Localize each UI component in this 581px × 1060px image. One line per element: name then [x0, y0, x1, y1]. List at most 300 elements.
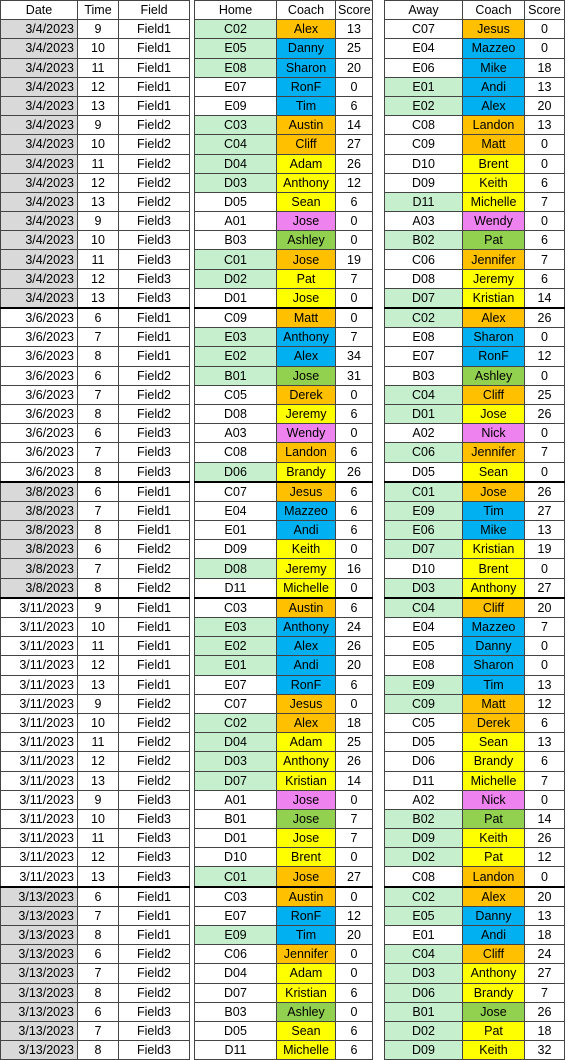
away-score-cell[interactable]: 0	[525, 790, 565, 809]
time-cell[interactable]: 9	[78, 212, 119, 231]
date-cell[interactable]: 3/6/2023	[1, 385, 78, 404]
away-team-cell[interactable]: D01	[385, 404, 463, 423]
date-cell[interactable]: 3/11/2023	[1, 694, 78, 713]
date-cell[interactable]: 3/4/2023	[1, 154, 78, 173]
home-team-cell[interactable]: E03	[195, 618, 277, 637]
away-coach-cell[interactable]: Jose	[463, 482, 525, 502]
date-cell[interactable]: 3/11/2023	[1, 656, 78, 675]
time-cell[interactable]: 9	[78, 116, 119, 135]
away-score-cell[interactable]: 0	[525, 39, 565, 58]
date-cell[interactable]: 3/11/2023	[1, 848, 78, 867]
field-cell[interactable]: Field3	[119, 443, 190, 462]
field-cell[interactable]: Field3	[119, 809, 190, 828]
home-coach-cell[interactable]: Pat	[277, 269, 336, 288]
time-cell[interactable]: 13	[78, 288, 119, 308]
away-coach-cell[interactable]: Michelle	[463, 771, 525, 790]
away-team-cell[interactable]: B03	[385, 366, 463, 385]
home-score-cell[interactable]: 0	[336, 385, 373, 404]
home-coach-cell[interactable]: Jose	[277, 366, 336, 385]
home-team-cell[interactable]: C07	[195, 694, 277, 713]
away-score-cell[interactable]: 19	[525, 540, 565, 559]
time-cell[interactable]: 6	[78, 945, 119, 964]
time-cell[interactable]: 8	[78, 404, 119, 423]
away-team-cell[interactable]: D02	[385, 848, 463, 867]
away-coach-cell[interactable]: Brandy	[463, 983, 525, 1002]
home-score-cell[interactable]: 6	[336, 501, 373, 520]
time-cell[interactable]: 6	[78, 424, 119, 443]
away-team-cell[interactable]: E01	[385, 926, 463, 945]
home-coach-cell[interactable]: Jose	[277, 250, 336, 269]
away-coach-cell[interactable]: Danny	[463, 906, 525, 925]
away-team-cell[interactable]: C01	[385, 482, 463, 502]
time-cell[interactable]: 6	[78, 887, 119, 907]
field-cell[interactable]: Field3	[119, 1002, 190, 1021]
time-cell[interactable]: 9	[78, 20, 119, 39]
date-cell[interactable]: 3/4/2023	[1, 96, 78, 115]
field-cell[interactable]: Field1	[119, 521, 190, 540]
time-cell[interactable]: 11	[78, 829, 119, 848]
home-team-cell[interactable]: E07	[195, 675, 277, 694]
date-cell[interactable]: 3/11/2023	[1, 809, 78, 828]
away-score-cell[interactable]: 7	[525, 983, 565, 1002]
home-score-cell[interactable]: 26	[336, 637, 373, 656]
away-team-cell[interactable]: C02	[385, 887, 463, 907]
field-cell[interactable]: Field1	[119, 20, 190, 39]
away-team-cell[interactable]: C08	[385, 867, 463, 887]
home-coach-cell[interactable]: Michelle	[277, 1041, 336, 1060]
home-coach-cell[interactable]: Jennifer	[277, 945, 336, 964]
home-score-cell[interactable]: 0	[336, 540, 373, 559]
home-score-cell[interactable]: 25	[336, 39, 373, 58]
away-score-cell[interactable]: 26	[525, 404, 565, 423]
field-cell[interactable]: Field2	[119, 154, 190, 173]
home-coach-cell[interactable]: Jeremy	[277, 404, 336, 423]
away-team-cell[interactable]: E08	[385, 328, 463, 347]
time-cell[interactable]: 6	[78, 482, 119, 502]
field-cell[interactable]: Field3	[119, 424, 190, 443]
home-team-cell[interactable]: A03	[195, 424, 277, 443]
home-team-cell[interactable]: C03	[195, 116, 277, 135]
time-cell[interactable]: 12	[78, 752, 119, 771]
home-team-cell[interactable]: B03	[195, 1002, 277, 1021]
home-coach-cell[interactable]: Austin	[277, 887, 336, 907]
home-team-cell[interactable]: C08	[195, 443, 277, 462]
home-coach-cell[interactable]: Ashley	[277, 231, 336, 250]
home-team-cell[interactable]: E09	[195, 926, 277, 945]
away-score-cell[interactable]: 6	[525, 752, 565, 771]
away-coach-cell[interactable]: Nick	[463, 790, 525, 809]
away-score-cell[interactable]: 7	[525, 618, 565, 637]
home-score-cell[interactable]: 31	[336, 366, 373, 385]
time-cell[interactable]: 9	[78, 598, 119, 618]
home-coach-cell[interactable]: Jesus	[277, 694, 336, 713]
time-cell[interactable]: 8	[78, 1041, 119, 1060]
date-cell[interactable]: 3/8/2023	[1, 578, 78, 598]
time-cell[interactable]: 13	[78, 96, 119, 115]
home-team-cell[interactable]: E05	[195, 39, 277, 58]
away-team-cell[interactable]: E06	[385, 58, 463, 77]
time-cell[interactable]: 7	[78, 559, 119, 578]
home-coach-cell[interactable]: Adam	[277, 733, 336, 752]
away-team-cell[interactable]: C07	[385, 20, 463, 39]
away-score-cell[interactable]: 0	[525, 212, 565, 231]
home-coach-cell[interactable]: Keith	[277, 540, 336, 559]
home-team-cell[interactable]: D05	[195, 1021, 277, 1040]
field-cell[interactable]: Field2	[119, 733, 190, 752]
away-score-cell[interactable]: 0	[525, 462, 565, 482]
home-team-cell[interactable]: D07	[195, 983, 277, 1002]
home-team-cell[interactable]: E07	[195, 77, 277, 96]
away-coach-cell[interactable]: Landon	[463, 116, 525, 135]
home-team-cell[interactable]: C02	[195, 713, 277, 732]
time-cell[interactable]: 10	[78, 231, 119, 250]
field-cell[interactable]: Field1	[119, 347, 190, 366]
away-coach-cell[interactable]: Keith	[463, 829, 525, 848]
away-coach-cell[interactable]: Jennifer	[463, 443, 525, 462]
away-score-cell[interactable]: 6	[525, 269, 565, 288]
home-coach-cell[interactable]: Anthony	[277, 618, 336, 637]
home-team-cell[interactable]: C01	[195, 867, 277, 887]
time-cell[interactable]: 12	[78, 848, 119, 867]
field-cell[interactable]: Field2	[119, 540, 190, 559]
date-cell[interactable]: 3/6/2023	[1, 308, 78, 328]
home-coach-cell[interactable]: Anthony	[277, 328, 336, 347]
home-coach-cell[interactable]: Jose	[277, 867, 336, 887]
field-cell[interactable]: Field1	[119, 77, 190, 96]
field-cell[interactable]: Field1	[119, 308, 190, 328]
away-team-cell[interactable]: B02	[385, 231, 463, 250]
home-score-cell[interactable]: 20	[336, 656, 373, 675]
away-score-cell[interactable]: 13	[525, 906, 565, 925]
home-coach-cell[interactable]: Anthony	[277, 173, 336, 192]
away-team-cell[interactable]: D02	[385, 1021, 463, 1040]
home-team-cell[interactable]: D05	[195, 192, 277, 211]
field-cell[interactable]: Field1	[119, 58, 190, 77]
date-cell[interactable]: 3/13/2023	[1, 906, 78, 925]
home-coach-cell[interactable]: Sharon	[277, 58, 336, 77]
home-score-cell[interactable]: 6	[336, 1021, 373, 1040]
away-coach-cell[interactable]: Jose	[463, 1002, 525, 1021]
field-cell[interactable]: Field2	[119, 983, 190, 1002]
time-cell[interactable]: 7	[78, 443, 119, 462]
away-coach-cell[interactable]: Nick	[463, 424, 525, 443]
away-score-cell[interactable]: 13	[525, 77, 565, 96]
date-cell[interactable]: 3/11/2023	[1, 829, 78, 848]
time-cell[interactable]: 10	[78, 713, 119, 732]
field-cell[interactable]: Field3	[119, 462, 190, 482]
home-team-cell[interactable]: D11	[195, 578, 277, 598]
away-coach-cell[interactable]: Pat	[463, 848, 525, 867]
away-score-cell[interactable]: 7	[525, 443, 565, 462]
home-score-cell[interactable]: 12	[336, 906, 373, 925]
home-team-cell[interactable]: D09	[195, 540, 277, 559]
away-score-cell[interactable]: 14	[525, 809, 565, 828]
home-score-cell[interactable]: 6	[336, 96, 373, 115]
date-cell[interactable]: 3/11/2023	[1, 867, 78, 887]
home-team-cell[interactable]: E08	[195, 58, 277, 77]
home-team-cell[interactable]: B01	[195, 809, 277, 828]
away-team-cell[interactable]: E04	[385, 618, 463, 637]
away-team-cell[interactable]: B02	[385, 809, 463, 828]
away-coach-cell[interactable]: Brent	[463, 154, 525, 173]
field-cell[interactable]: Field1	[119, 598, 190, 618]
home-score-cell[interactable]: 34	[336, 347, 373, 366]
field-cell[interactable]: Field3	[119, 867, 190, 887]
field-cell[interactable]: Field2	[119, 964, 190, 983]
away-score-cell[interactable]: 0	[525, 867, 565, 887]
away-score-cell[interactable]: 0	[525, 656, 565, 675]
field-cell[interactable]: Field1	[119, 618, 190, 637]
field-cell[interactable]: Field1	[119, 328, 190, 347]
away-score-cell[interactable]: 0	[525, 154, 565, 173]
date-cell[interactable]: 3/6/2023	[1, 366, 78, 385]
away-coach-cell[interactable]: Landon	[463, 867, 525, 887]
away-coach-cell[interactable]: Mazzeo	[463, 618, 525, 637]
away-coach-cell[interactable]: Andi	[463, 77, 525, 96]
away-team-cell[interactable]: E04	[385, 39, 463, 58]
time-cell[interactable]: 13	[78, 675, 119, 694]
field-cell[interactable]: Field3	[119, 231, 190, 250]
away-team-cell[interactable]: B01	[385, 1002, 463, 1021]
away-coach-cell[interactable]: Keith	[463, 173, 525, 192]
away-coach-cell[interactable]: Keith	[463, 1041, 525, 1060]
home-team-cell[interactable]: C04	[195, 135, 277, 154]
home-team-cell[interactable]: E01	[195, 656, 277, 675]
date-cell[interactable]: 3/11/2023	[1, 733, 78, 752]
time-cell[interactable]: 9	[78, 694, 119, 713]
home-coach-cell[interactable]: Ashley	[277, 1002, 336, 1021]
away-team-cell[interactable]: C04	[385, 598, 463, 618]
away-team-cell[interactable]: E05	[385, 637, 463, 656]
time-cell[interactable]: 13	[78, 771, 119, 790]
time-cell[interactable]: 6	[78, 308, 119, 328]
home-score-cell[interactable]: 0	[336, 424, 373, 443]
away-team-cell[interactable]: C06	[385, 250, 463, 269]
away-team-cell[interactable]: C02	[385, 308, 463, 328]
away-score-cell[interactable]: 13	[525, 116, 565, 135]
home-coach-cell[interactable]: Andi	[277, 521, 336, 540]
home-team-cell[interactable]: A01	[195, 212, 277, 231]
field-cell[interactable]: Field2	[119, 116, 190, 135]
home-coach-cell[interactable]: Jeremy	[277, 559, 336, 578]
home-score-cell[interactable]: 14	[336, 116, 373, 135]
date-cell[interactable]: 3/11/2023	[1, 713, 78, 732]
home-score-cell[interactable]: 24	[336, 618, 373, 637]
away-team-cell[interactable]: A02	[385, 424, 463, 443]
home-score-cell[interactable]: 6	[336, 192, 373, 211]
away-team-cell[interactable]: C04	[385, 385, 463, 404]
home-coach-cell[interactable]: Wendy	[277, 424, 336, 443]
time-cell[interactable]: 10	[78, 39, 119, 58]
field-cell[interactable]: Field1	[119, 482, 190, 502]
home-coach-cell[interactable]: Anthony	[277, 752, 336, 771]
away-score-cell[interactable]: 32	[525, 1041, 565, 1060]
home-score-cell[interactable]: 0	[336, 964, 373, 983]
field-cell[interactable]: Field1	[119, 906, 190, 925]
time-cell[interactable]: 6	[78, 366, 119, 385]
home-coach-cell[interactable]: Alex	[277, 713, 336, 732]
time-cell[interactable]: 11	[78, 58, 119, 77]
home-score-cell[interactable]: 0	[336, 887, 373, 907]
away-coach-cell[interactable]: Alex	[463, 887, 525, 907]
home-score-cell[interactable]: 12	[336, 173, 373, 192]
field-cell[interactable]: Field2	[119, 404, 190, 423]
home-score-cell[interactable]: 25	[336, 733, 373, 752]
field-cell[interactable]: Field3	[119, 1021, 190, 1040]
home-team-cell[interactable]: D02	[195, 269, 277, 288]
away-score-cell[interactable]: 20	[525, 598, 565, 618]
away-score-cell[interactable]: 14	[525, 288, 565, 308]
home-score-cell[interactable]: 19	[336, 250, 373, 269]
home-score-cell[interactable]: 27	[336, 867, 373, 887]
away-score-cell[interactable]: 13	[525, 521, 565, 540]
away-team-cell[interactable]: D09	[385, 173, 463, 192]
home-coach-cell[interactable]: Cliff	[277, 135, 336, 154]
home-score-cell[interactable]: 20	[336, 58, 373, 77]
home-score-cell[interactable]: 0	[336, 231, 373, 250]
field-cell[interactable]: Field2	[119, 945, 190, 964]
home-coach-cell[interactable]: Jesus	[277, 482, 336, 502]
field-cell[interactable]: Field1	[119, 39, 190, 58]
home-coach-cell[interactable]: Jose	[277, 809, 336, 828]
home-coach-cell[interactable]: Mazzeo	[277, 501, 336, 520]
away-team-cell[interactable]: C09	[385, 135, 463, 154]
home-coach-cell[interactable]: Austin	[277, 116, 336, 135]
time-cell[interactable]: 7	[78, 328, 119, 347]
field-cell[interactable]: Field2	[119, 713, 190, 732]
time-cell[interactable]: 8	[78, 983, 119, 1002]
away-team-cell[interactable]: C08	[385, 116, 463, 135]
home-score-cell[interactable]: 0	[336, 77, 373, 96]
date-cell[interactable]: 3/4/2023	[1, 288, 78, 308]
away-coach-cell[interactable]: Tim	[463, 501, 525, 520]
field-cell[interactable]: Field3	[119, 269, 190, 288]
home-team-cell[interactable]: D03	[195, 173, 277, 192]
date-cell[interactable]: 3/11/2023	[1, 752, 78, 771]
away-coach-cell[interactable]: Derek	[463, 713, 525, 732]
away-score-cell[interactable]: 6	[525, 173, 565, 192]
away-score-cell[interactable]: 26	[525, 829, 565, 848]
home-team-cell[interactable]: D10	[195, 848, 277, 867]
home-team-cell[interactable]: D04	[195, 964, 277, 983]
date-cell[interactable]: 3/6/2023	[1, 328, 78, 347]
time-cell[interactable]: 6	[78, 540, 119, 559]
home-team-cell[interactable]: E09	[195, 96, 277, 115]
date-cell[interactable]: 3/6/2023	[1, 404, 78, 423]
date-cell[interactable]: 3/13/2023	[1, 1021, 78, 1040]
away-coach-cell[interactable]: Michelle	[463, 192, 525, 211]
home-coach-cell[interactable]: Jose	[277, 790, 336, 809]
away-team-cell[interactable]: E06	[385, 521, 463, 540]
time-cell[interactable]: 8	[78, 926, 119, 945]
time-cell[interactable]: 10	[78, 809, 119, 828]
time-cell[interactable]: 12	[78, 269, 119, 288]
home-coach-cell[interactable]: Adam	[277, 154, 336, 173]
home-coach-cell[interactable]: Austin	[277, 598, 336, 618]
field-cell[interactable]: Field3	[119, 829, 190, 848]
time-cell[interactable]: 8	[78, 462, 119, 482]
date-cell[interactable]: 3/13/2023	[1, 1002, 78, 1021]
away-team-cell[interactable]: D05	[385, 462, 463, 482]
home-team-cell[interactable]: D01	[195, 829, 277, 848]
away-coach-cell[interactable]: Sharon	[463, 328, 525, 347]
away-team-cell[interactable]: C05	[385, 713, 463, 732]
date-cell[interactable]: 3/13/2023	[1, 1041, 78, 1060]
away-score-cell[interactable]: 0	[525, 637, 565, 656]
home-team-cell[interactable]: D11	[195, 1041, 277, 1060]
away-coach-cell[interactable]: Brent	[463, 559, 525, 578]
home-score-cell[interactable]: 26	[336, 752, 373, 771]
field-cell[interactable]: Field2	[119, 192, 190, 211]
away-coach-cell[interactable]: Jose	[463, 404, 525, 423]
field-cell[interactable]: Field1	[119, 675, 190, 694]
field-cell[interactable]: Field3	[119, 250, 190, 269]
field-cell[interactable]: Field2	[119, 385, 190, 404]
away-score-cell[interactable]: 27	[525, 501, 565, 520]
home-coach-cell[interactable]: Adam	[277, 964, 336, 983]
date-cell[interactable]: 3/13/2023	[1, 983, 78, 1002]
away-score-cell[interactable]: 7	[525, 250, 565, 269]
home-team-cell[interactable]: C03	[195, 887, 277, 907]
away-team-cell[interactable]: D05	[385, 733, 463, 752]
home-team-cell[interactable]: C01	[195, 250, 277, 269]
home-score-cell[interactable]: 6	[336, 983, 373, 1002]
away-score-cell[interactable]: 13	[525, 675, 565, 694]
home-score-cell[interactable]: 18	[336, 713, 373, 732]
time-cell[interactable]: 6	[78, 1002, 119, 1021]
field-cell[interactable]: Field2	[119, 771, 190, 790]
away-score-cell[interactable]: 0	[525, 424, 565, 443]
field-cell[interactable]: Field1	[119, 501, 190, 520]
away-score-cell[interactable]: 0	[525, 328, 565, 347]
time-cell[interactable]: 11	[78, 637, 119, 656]
home-team-cell[interactable]: D01	[195, 288, 277, 308]
away-score-cell[interactable]: 18	[525, 1021, 565, 1040]
time-cell[interactable]: 12	[78, 173, 119, 192]
date-cell[interactable]: 3/13/2023	[1, 945, 78, 964]
away-team-cell[interactable]: D06	[385, 752, 463, 771]
home-team-cell[interactable]: E04	[195, 501, 277, 520]
away-coach-cell[interactable]: Cliff	[463, 945, 525, 964]
field-cell[interactable]: Field1	[119, 96, 190, 115]
field-cell[interactable]: Field2	[119, 694, 190, 713]
home-score-cell[interactable]: 7	[336, 809, 373, 828]
field-cell[interactable]: Field3	[119, 790, 190, 809]
home-team-cell[interactable]: C09	[195, 308, 277, 328]
date-cell[interactable]: 3/13/2023	[1, 887, 78, 907]
away-coach-cell[interactable]: Anthony	[463, 578, 525, 598]
date-cell[interactable]: 3/4/2023	[1, 77, 78, 96]
home-team-cell[interactable]: C06	[195, 945, 277, 964]
home-score-cell[interactable]: 14	[336, 771, 373, 790]
time-cell[interactable]: 10	[78, 135, 119, 154]
home-coach-cell[interactable]: Brent	[277, 848, 336, 867]
field-cell[interactable]: Field1	[119, 637, 190, 656]
away-coach-cell[interactable]: Alex	[463, 96, 525, 115]
home-score-cell[interactable]: 0	[336, 848, 373, 867]
away-score-cell[interactable]: 27	[525, 578, 565, 598]
home-coach-cell[interactable]: Danny	[277, 39, 336, 58]
home-coach-cell[interactable]: Brandy	[277, 462, 336, 482]
field-cell[interactable]: Field3	[119, 1041, 190, 1060]
away-score-cell[interactable]: 13	[525, 733, 565, 752]
away-team-cell[interactable]: E05	[385, 906, 463, 925]
date-cell[interactable]: 3/4/2023	[1, 20, 78, 39]
away-score-cell[interactable]: 0	[525, 366, 565, 385]
away-score-cell[interactable]: 27	[525, 964, 565, 983]
away-coach-cell[interactable]: Pat	[463, 809, 525, 828]
away-team-cell[interactable]: E09	[385, 501, 463, 520]
